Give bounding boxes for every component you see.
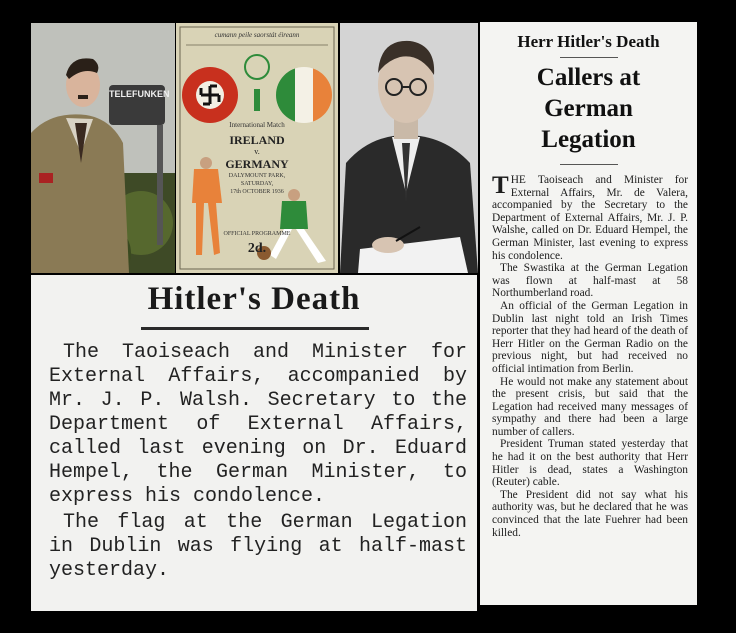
clipping-callers-at-german-legation (480, 22, 697, 605)
right-clipping-kicker: Herr Hitler's Death (517, 32, 660, 51)
programme-price: 2d. (247, 241, 267, 256)
right-paragraph: An official of the German Legation in Dublin last night told an Irish Times reporter that they had heard of the death of Herr Hitler on the German Radio on the previous night, but had received no official intimation from Berlin. (492, 299, 688, 375)
photo-statesman-writing (340, 23, 478, 273)
left-clipping-title: Hitler's Death (147, 281, 361, 317)
left-paragraph: The flag at the German Legation in Dublin was flying at half-mast yesterday. (49, 511, 467, 582)
headline-line: Callers at (536, 64, 641, 91)
right-paragraph (492, 174, 688, 262)
programme-date: 17th OCTOBER 1936 (230, 189, 284, 195)
right-paragraph: The President did not say what his authority was, but he declared that he was convinced that the late Fuehrer had been killed. (492, 488, 688, 539)
left-paragraph: The Taoiseach and Minister for External Affairs, accompanied by Mr. J. P. Walsh. Secretary to the Department of External Affairs, called last evening on Dr. Eduard Hempel, the German Minister, to express his condolence. (49, 341, 467, 508)
right-paragraph: He would not make any statement about the present crisis, but said that the Legation had received many messages of sympathy and there had been a large number of callers. (492, 375, 688, 438)
programme-gaelic-header: cumann peile saorstát éireann (214, 31, 300, 39)
programme-match-line: International Match (229, 121, 285, 129)
right-clipping-body (492, 174, 688, 539)
photo-match-programme (176, 23, 338, 273)
right-paragraph: The Swastika at the German Legation was flown at half-mast at 58 Northumberland road. (492, 262, 688, 300)
right-clipping-headline (480, 62, 697, 155)
mic-brand-label: TELEFUNKEN (109, 89, 170, 99)
programme-team-one: IRELAND (229, 133, 285, 147)
left-clipping-body (49, 341, 467, 583)
headline-rule (560, 164, 618, 165)
programme-venue: DALYMOUNT PARK, (228, 173, 286, 179)
statesman-illustration (340, 23, 478, 273)
speaker-illustration (31, 23, 175, 273)
programme-day: SATURDAY, (240, 181, 274, 187)
headline-line: Legation (541, 126, 636, 153)
kicker-rule (560, 57, 618, 58)
programme-versus: v. (254, 147, 260, 156)
programme-footer: OFFICIAL PROGRAMME (223, 231, 291, 237)
programme-team-two: GERMANY (225, 157, 289, 171)
photo-speaker-at-microphone (31, 23, 175, 273)
left-title-rule (141, 327, 369, 330)
drop-cap: T (492, 172, 509, 199)
clipping-hitlers-death-short (31, 275, 477, 611)
headline-line: German (544, 95, 633, 122)
right-paragraph: President Truman stated yesterday that he had it on the best authority that Herr Hitler is dead, states a Washington (Reuter) cable. (492, 438, 688, 489)
right-paragraph-text: HE Taoiseach and Minister for External Affairs, Mr. de Valera, accompanied by the Secretary to the Department of External Affairs, Mr. J. P. Walshe, called on Dr. Eduard Hempel, the German Minister, last evening to express his condolence. (492, 174, 688, 262)
